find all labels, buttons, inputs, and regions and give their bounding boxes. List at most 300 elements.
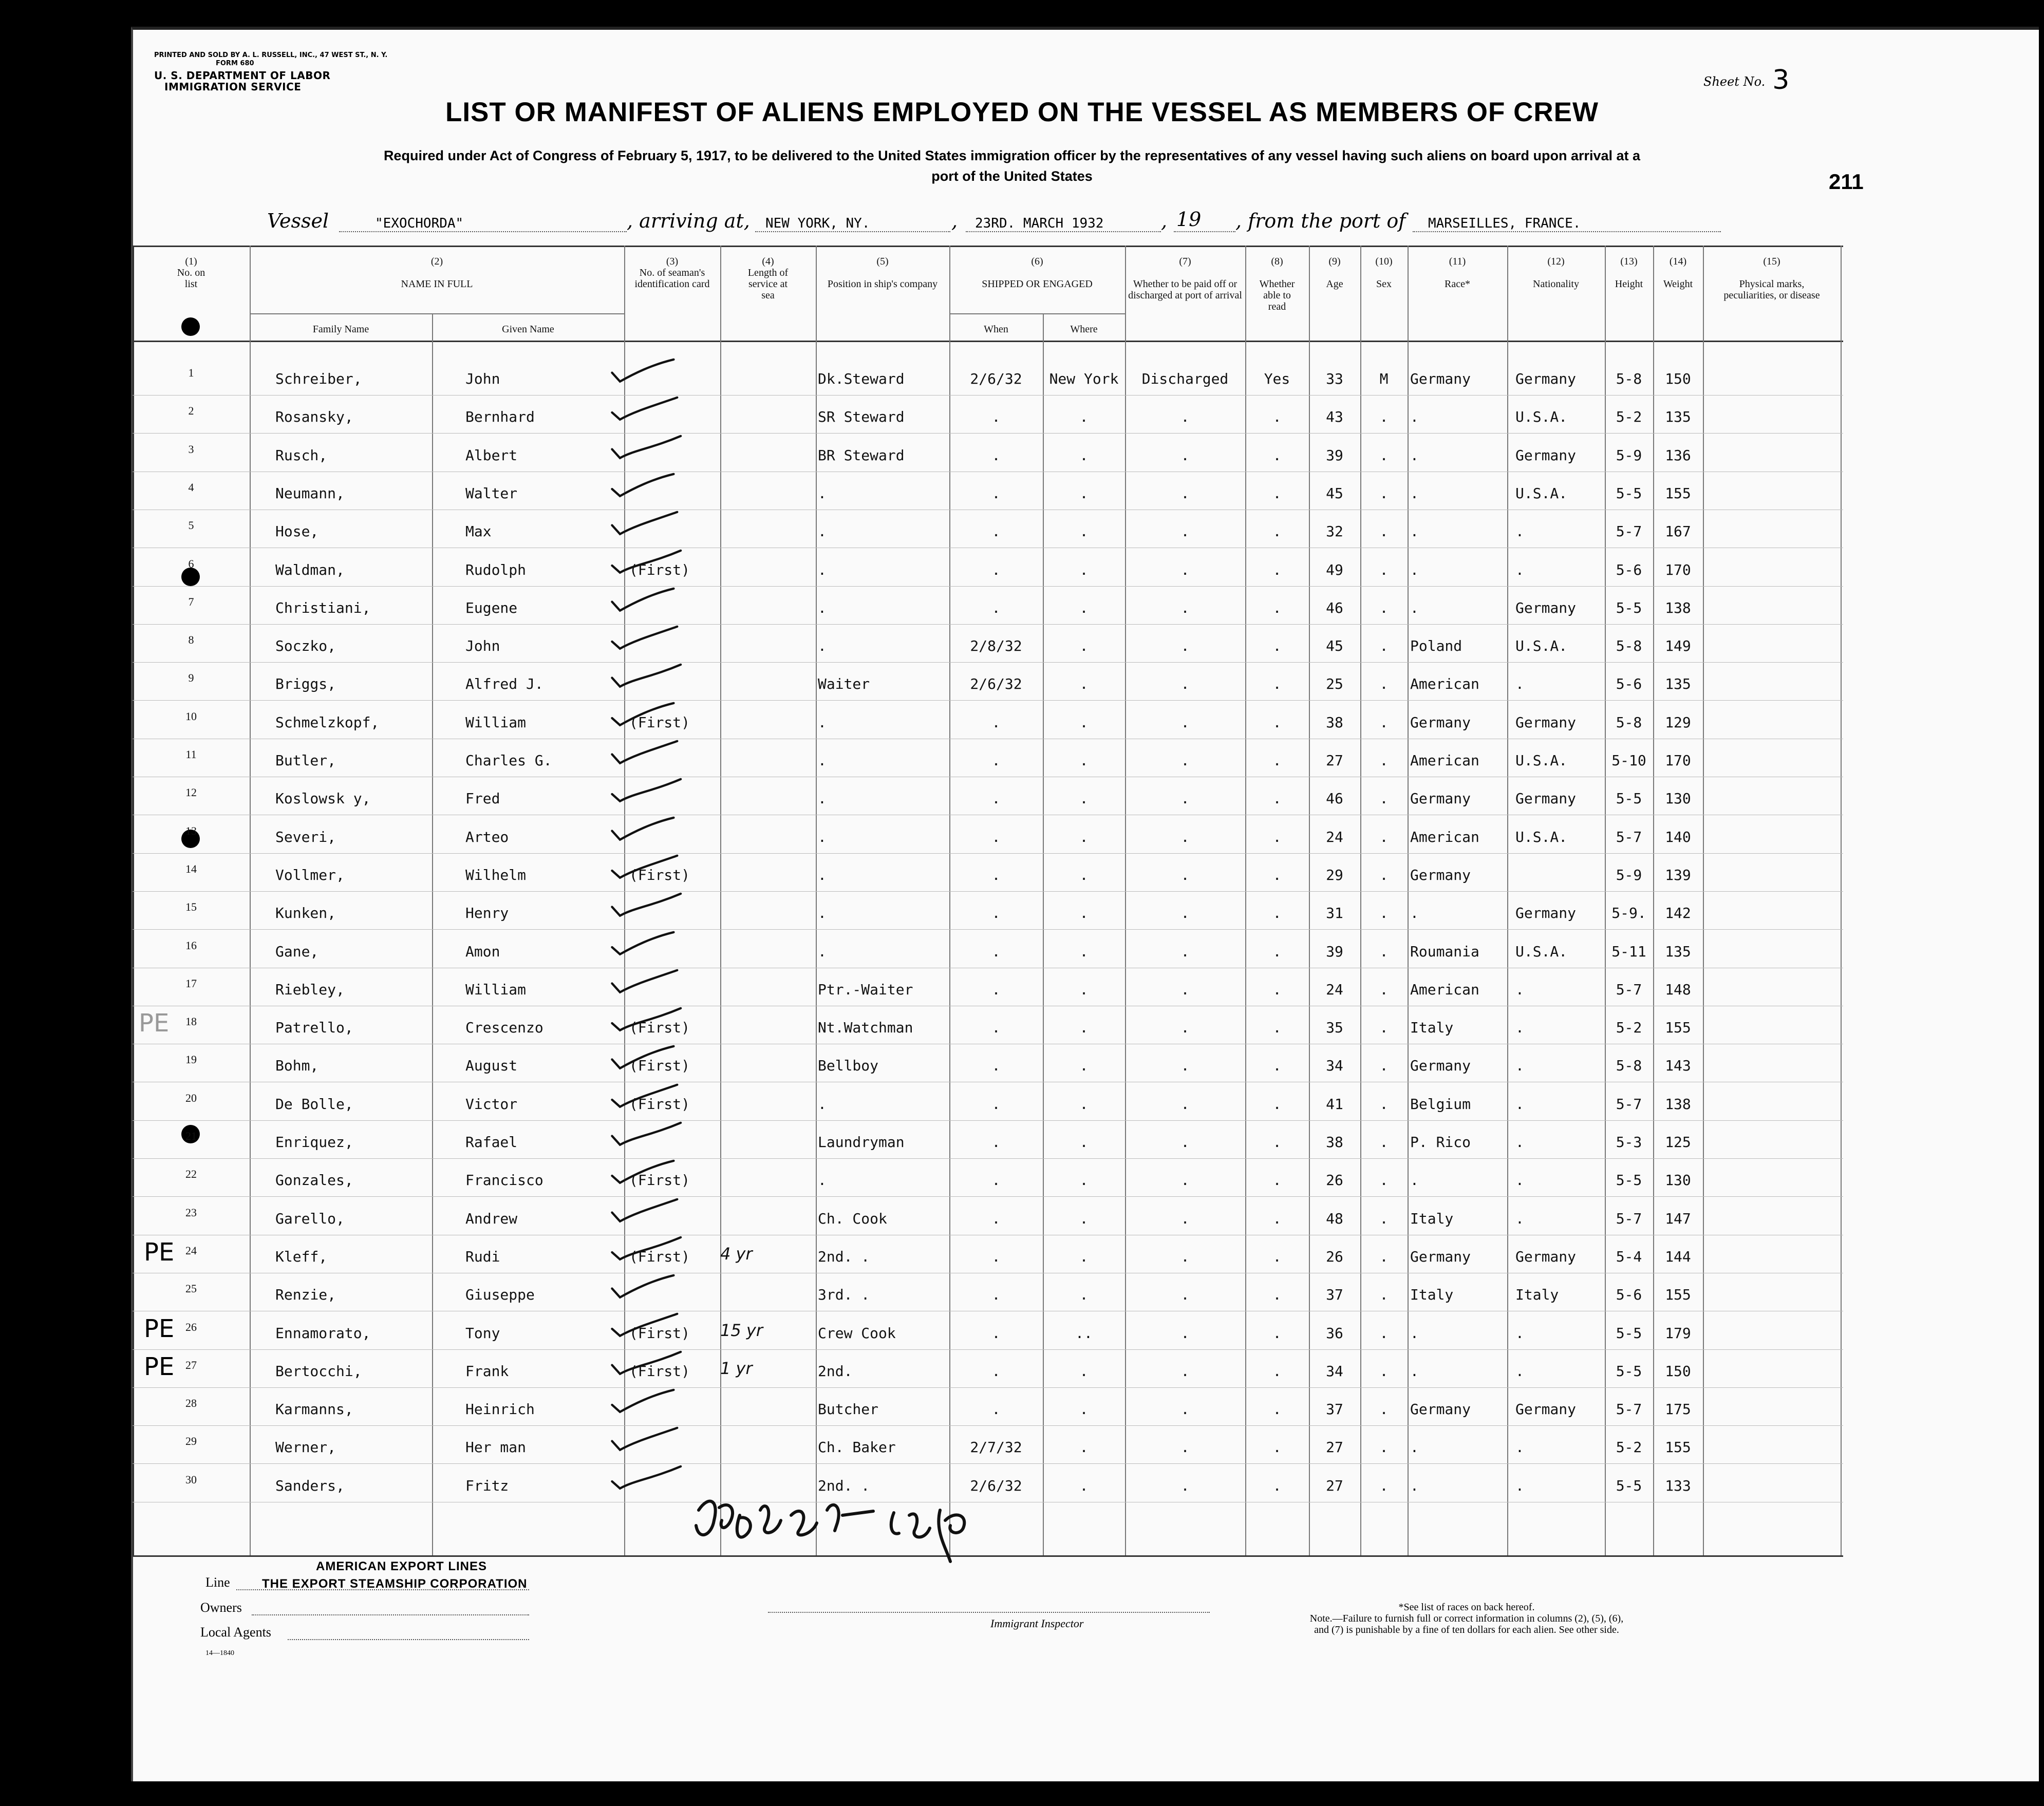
from-label: , from the port of <box>1235 210 1406 232</box>
cell-family: Severi, <box>275 828 336 845</box>
cell-position: . <box>818 905 827 922</box>
cell-height: 5-6 <box>1616 675 1642 693</box>
checkmark-icon <box>606 432 688 463</box>
cell-given: Charles G. <box>465 752 552 769</box>
cell-no: 11 <box>185 748 197 761</box>
page-number: 211 <box>1829 170 1864 194</box>
cell-given: Giuseppe <box>465 1286 535 1304</box>
cell-sex: . <box>1379 1172 1389 1189</box>
cell-when: . <box>991 599 1001 616</box>
cell-no: 29 <box>185 1435 197 1448</box>
cell-sex: . <box>1379 828 1389 845</box>
cell-race: Germany <box>1410 1401 1471 1418</box>
cell-height: 5-5 <box>1616 1362 1642 1380</box>
cell-sex: . <box>1379 675 1389 693</box>
cell-when: . <box>991 905 1001 922</box>
cell-race: Germany <box>1410 866 1471 883</box>
cell-where: . <box>1079 523 1089 540</box>
checkmark-icon <box>606 1081 688 1112</box>
cell-no: 14 <box>185 862 197 875</box>
cell-weight: 135 <box>1665 675 1691 693</box>
cell-given: Walter <box>465 484 518 502</box>
cell-race: Germany <box>1410 1057 1471 1075</box>
cell-no: 2 <box>188 404 194 418</box>
vessel-name: "EXOCHORDA" <box>375 216 464 231</box>
cell-position: Nt.Watchman <box>818 1019 913 1037</box>
cell-weight: 133 <box>1665 1477 1691 1494</box>
cell-nationality: Germany <box>1515 1401 1577 1418</box>
cell-weight: 155 <box>1665 484 1691 502</box>
page-subtitle: Required under Act of Congress of February 5, 1917, to be delivered to the United States immigration officer by the representatives of any vessel having such aliens on board upon arrival at a port of the United States <box>383 148 1641 184</box>
cell-paid: . <box>1180 981 1190 998</box>
cell-nationality: Germany <box>1515 599 1577 616</box>
cell-position: 2nd. . <box>818 1248 870 1265</box>
cell-height: 5-2 <box>1616 1439 1642 1456</box>
cell-given: Amon <box>465 943 500 960</box>
cell-weight: 150 <box>1665 1362 1691 1380</box>
department-heading: U. S. DEPARTMENT OF LABOR IMMIGRATION SERVICE <box>154 69 331 93</box>
cell-sex: . <box>1379 1134 1389 1151</box>
vessel-label: Vessel <box>267 210 329 232</box>
stamp-american-export-lines: AMERICAN EXPORT LINES <box>316 1559 487 1573</box>
col14-header: (14) Weight <box>1663 256 1693 290</box>
col10-header: (10) Sex <box>1375 256 1393 290</box>
cell-service: 15 yr <box>720 1320 763 1340</box>
cell-weight: 147 <box>1665 1210 1691 1227</box>
cell-sex: . <box>1379 1362 1389 1380</box>
cell-nationality: Germany <box>1515 905 1577 922</box>
cell-weight: 135 <box>1665 943 1691 960</box>
margin-note-pe: PE <box>139 1009 170 1038</box>
cell-nationality: U.S.A. <box>1515 484 1568 502</box>
cell-nationality: Germany <box>1515 790 1577 807</box>
cell-family: Briggs, <box>275 675 336 693</box>
col6-where-subheader: Where <box>1070 324 1098 335</box>
cell-when: . <box>991 1286 1001 1304</box>
cell-height: 5-5 <box>1616 1477 1642 1494</box>
cell-nationality: Germany <box>1515 446 1577 464</box>
cell-given: Albert <box>465 446 518 464</box>
cell-age: 27 <box>1326 1439 1343 1456</box>
cell-nationality: . <box>1515 1439 1524 1456</box>
cell-where: . <box>1079 1439 1089 1456</box>
cell-nationality: U.S.A. <box>1515 828 1568 845</box>
cell-paid: . <box>1180 1210 1190 1227</box>
cell-family: Riebley, <box>275 981 345 998</box>
cell-card: (First) <box>629 1324 690 1342</box>
cell-given: Fred <box>465 790 500 807</box>
cell-sex: . <box>1379 1324 1389 1342</box>
cell-given: Henry <box>465 905 509 922</box>
cell-no: 7 <box>188 595 194 608</box>
cell-card: (First) <box>629 561 690 578</box>
cell-sex: . <box>1379 1439 1389 1456</box>
cell-paid: . <box>1180 1324 1190 1342</box>
cell-race: American <box>1410 828 1479 845</box>
cell-no: 12 <box>185 786 197 799</box>
cell-family: Bertocchi, <box>275 1362 362 1380</box>
cell-no: 8 <box>188 633 194 647</box>
cell-family: Werner, <box>275 1439 336 1456</box>
cell-height: 5-6 <box>1616 1286 1642 1304</box>
cell-position: Waiter <box>818 675 870 693</box>
cell-when: . <box>991 408 1001 426</box>
checkmark-icon <box>606 814 688 845</box>
cell-age: 31 <box>1326 905 1343 922</box>
cell-sex: . <box>1379 484 1389 502</box>
cell-nationality: . <box>1515 1324 1524 1342</box>
cell-weight: 175 <box>1665 1401 1691 1418</box>
cell-weight: 142 <box>1665 905 1691 922</box>
margin-note-pe: PE <box>144 1237 175 1267</box>
cell-weight: 129 <box>1665 713 1691 731</box>
cell-position: . <box>818 484 827 502</box>
cell-when: . <box>991 1057 1001 1075</box>
cell-where: . <box>1079 1362 1089 1380</box>
cell-where: . <box>1079 1095 1089 1113</box>
cell-sex: . <box>1379 866 1389 883</box>
cell-no: 16 <box>185 938 197 952</box>
cell-where: . <box>1079 1057 1089 1075</box>
cell-card: (First) <box>629 1095 690 1113</box>
cell-height: 5-5 <box>1616 1172 1642 1189</box>
cell-paid: . <box>1180 1477 1190 1494</box>
cell-where: . <box>1079 1210 1089 1227</box>
col7-header: (7) Whether to be paid off or discharged at port of arrival <box>1128 256 1242 301</box>
cell-no: 18 <box>185 1015 197 1028</box>
cell-position: . <box>818 637 827 655</box>
cell-paid: . <box>1180 1286 1190 1304</box>
cell-race: . <box>1410 446 1419 464</box>
cell-race: . <box>1410 561 1419 578</box>
cell-read: . <box>1272 713 1282 731</box>
checkmark-icon <box>606 1043 688 1074</box>
cell-read: . <box>1272 1095 1282 1113</box>
checkmark-icon <box>606 1234 688 1265</box>
cell-when: 2/6/32 <box>970 370 1022 387</box>
cell-card: (First) <box>629 866 690 883</box>
cell-paid: . <box>1180 561 1190 578</box>
cell-given: Arteo <box>465 828 509 845</box>
checkmark-icon <box>606 1310 688 1341</box>
cell-height: 5-8 <box>1616 637 1642 655</box>
checkmark-icon <box>606 661 688 692</box>
cell-sex: . <box>1379 1019 1389 1037</box>
checkmark-icon <box>606 394 688 425</box>
arrival-date: 23RD. MARCH 1932 <box>975 216 1104 231</box>
cell-sex: . <box>1379 1095 1389 1113</box>
cell-card: (First) <box>629 1172 690 1189</box>
cell-weight: 155 <box>1665 1439 1691 1456</box>
cell-given: Francisco <box>465 1172 543 1189</box>
cell-read: . <box>1272 561 1282 578</box>
cell-where: . <box>1079 484 1089 502</box>
cell-when: . <box>991 1134 1001 1151</box>
cell-when: . <box>991 484 1001 502</box>
cell-height: 5-7 <box>1616 523 1642 540</box>
cell-where: . <box>1079 981 1089 998</box>
cell-where: . <box>1079 1019 1089 1037</box>
cell-position: 2nd. . <box>818 1477 870 1494</box>
cell-no: 25 <box>185 1282 197 1295</box>
checkmark-icon <box>606 776 688 806</box>
cell-card: (First) <box>629 1248 690 1265</box>
cell-read: . <box>1272 1019 1282 1037</box>
checkmark-icon <box>606 509 688 539</box>
cell-nationality: U.S.A. <box>1515 637 1568 655</box>
cell-paid: . <box>1180 637 1190 655</box>
cell-family: Kleff, <box>275 1248 328 1265</box>
cell-when: . <box>991 1210 1001 1227</box>
cell-read: . <box>1272 1401 1282 1418</box>
checkmark-icon <box>606 1005 688 1036</box>
cell-paid: . <box>1180 599 1190 616</box>
cell-no: 15 <box>185 900 197 914</box>
cell-where: . <box>1079 866 1089 883</box>
cell-weight: 167 <box>1665 523 1691 540</box>
cell-sex: M <box>1379 370 1389 387</box>
cell-no: 30 <box>185 1473 197 1486</box>
cell-race: Germany <box>1410 1248 1471 1265</box>
cell-family: Bohm, <box>275 1057 319 1075</box>
cell-card: (First) <box>629 1057 690 1075</box>
cell-height: 5-5 <box>1616 1324 1642 1342</box>
cell-height: 5-2 <box>1616 408 1642 426</box>
col2-given-subheader: Given Name <box>502 324 554 335</box>
cell-family: Enriquez, <box>275 1134 353 1151</box>
cell-service: 1 yr <box>720 1358 753 1378</box>
col11-header: (11) Race* <box>1445 256 1470 290</box>
cell-position: Ch. Cook <box>818 1210 887 1227</box>
cell-paid: . <box>1180 905 1190 922</box>
cell-given: Victor <box>465 1095 518 1113</box>
cell-where: . <box>1079 790 1089 807</box>
inspector-signature <box>688 1479 1038 1572</box>
cell-sex: . <box>1379 1401 1389 1418</box>
cell-paid: . <box>1180 828 1190 845</box>
cell-service: 4 yr <box>720 1244 753 1264</box>
footer-line-label: Line <box>205 1575 230 1590</box>
cell-position: Bellboy <box>818 1057 879 1075</box>
cell-read: . <box>1272 790 1282 807</box>
cell-where: . <box>1079 408 1089 426</box>
cell-position: SR Steward <box>818 408 905 426</box>
cell-no: 19 <box>185 1053 197 1066</box>
cell-no: 6 <box>188 557 194 570</box>
from-port: MARSEILLES, FRANCE. <box>1428 216 1581 231</box>
cell-given: Alfred J. <box>465 675 543 693</box>
cell-read: . <box>1272 1286 1282 1304</box>
sheet-number: Sheet No. 3 <box>1703 65 1790 96</box>
cell-height: 5-6 <box>1616 561 1642 578</box>
cell-paid: . <box>1180 943 1190 960</box>
cell-family: Garello, <box>275 1210 345 1227</box>
cell-when: . <box>991 1401 1001 1418</box>
cell-where: .. <box>1075 1324 1093 1342</box>
cell-when: . <box>991 752 1001 769</box>
cell-family: De Bolle, <box>275 1095 353 1113</box>
cell-height: 5-4 <box>1616 1248 1642 1265</box>
table-row-rule <box>133 662 1843 663</box>
checkmark-icon <box>606 967 688 998</box>
table-row-rule <box>133 891 1843 892</box>
footer-owners-label: Owners <box>200 1600 242 1615</box>
cell-family: Christiani, <box>275 599 371 616</box>
checkmark-icon <box>606 356 688 387</box>
stamp-export-steamship-corp: THE EXPORT STEAMSHIP CORPORATION <box>262 1577 528 1591</box>
cell-read: . <box>1272 905 1282 922</box>
cell-when: . <box>991 790 1001 807</box>
checkmark-icon <box>606 1157 688 1188</box>
cell-given: Wilhelm <box>465 866 527 883</box>
cell-age: 34 <box>1326 1057 1343 1075</box>
cell-age: 45 <box>1326 484 1343 502</box>
cell-given: Max <box>465 523 492 540</box>
cell-height: 5-10 <box>1611 752 1646 769</box>
cell-nationality: . <box>1515 523 1524 540</box>
cell-sex: . <box>1379 599 1389 616</box>
table-row-rule <box>133 1196 1843 1197</box>
cell-race: Germany <box>1410 713 1471 731</box>
cell-position: Crew Cook <box>818 1324 896 1342</box>
cell-age: 33 <box>1326 370 1343 387</box>
cell-given: Fritz <box>465 1477 509 1494</box>
cell-read: . <box>1272 981 1282 998</box>
cell-paid: . <box>1180 1057 1190 1075</box>
cell-age: 32 <box>1326 523 1343 540</box>
cell-read: . <box>1272 1172 1282 1189</box>
cell-read: . <box>1272 943 1282 960</box>
cell-when: 2/8/32 <box>970 637 1022 655</box>
cell-given: Her man <box>465 1439 527 1456</box>
cell-no: 26 <box>185 1320 197 1333</box>
cell-weight: 170 <box>1665 561 1691 578</box>
cell-height: 5-11 <box>1611 943 1646 960</box>
cell-nationality: . <box>1515 1210 1524 1227</box>
cell-given: Rudi <box>465 1248 500 1265</box>
cell-no: 20 <box>185 1091 197 1104</box>
cell-age: 48 <box>1326 1210 1343 1227</box>
checkmark-icon <box>606 585 688 616</box>
cell-sex: . <box>1379 790 1389 807</box>
cell-nationality: . <box>1515 561 1524 578</box>
cell-position: . <box>818 866 827 883</box>
cell-where: . <box>1079 1401 1089 1418</box>
cell-position: Butcher <box>818 1401 879 1418</box>
checkmark-icon <box>606 929 688 960</box>
cell-race: . <box>1410 905 1419 922</box>
cell-age: 45 <box>1326 637 1343 655</box>
cell-when: 2/7/32 <box>970 1439 1022 1456</box>
inspector-label: Immigrant Inspector <box>990 1617 1084 1630</box>
form-code: 14—1840 <box>205 1649 234 1657</box>
cell-age: 37 <box>1326 1286 1343 1304</box>
cell-family: Gonzales, <box>275 1172 353 1189</box>
cell-weight: 139 <box>1665 866 1691 883</box>
cell-given: Rafael <box>465 1134 518 1151</box>
cell-no: 3 <box>188 442 194 456</box>
cell-no: 28 <box>185 1397 197 1410</box>
cell-weight: 130 <box>1665 1172 1691 1189</box>
cell-read: . <box>1272 1057 1282 1075</box>
cell-no: 10 <box>185 709 197 723</box>
cell-when: . <box>991 1095 1001 1113</box>
cell-read: . <box>1272 1439 1282 1456</box>
cell-where: . <box>1079 905 1089 922</box>
cell-sex: . <box>1379 1477 1389 1494</box>
cell-race: . <box>1410 1324 1419 1342</box>
cell-weight: 138 <box>1665 1095 1691 1113</box>
cell-given: Tony <box>465 1324 500 1342</box>
cell-read: . <box>1272 866 1282 883</box>
cell-race: American <box>1410 752 1479 769</box>
cell-sex: . <box>1379 1286 1389 1304</box>
cell-height: 5-5 <box>1616 484 1642 502</box>
col6-when-subheader: When <box>984 324 1008 335</box>
cell-no: 21 <box>185 1130 197 1142</box>
cell-where: . <box>1079 752 1089 769</box>
table-row-rule <box>133 1387 1843 1388</box>
cell-paid: . <box>1180 523 1190 540</box>
cell-sex: . <box>1379 1057 1389 1075</box>
cell-age: 27 <box>1326 752 1343 769</box>
cell-weight: 125 <box>1665 1134 1691 1151</box>
col9-header: (9) Age <box>1326 256 1343 290</box>
cell-weight: 150 <box>1665 370 1691 387</box>
cell-nationality: . <box>1515 1019 1524 1037</box>
cell-given: William <box>465 981 527 998</box>
cell-no: 24 <box>185 1244 197 1257</box>
cell-where: . <box>1079 943 1089 960</box>
footnote: *See list of races on back hereof. Note.—Failure to furnish full or correct information in columns (2), (5), (6), and (7) is punishable by a fine of ten dollars for each alien. See other side. <box>1309 1602 1624 1635</box>
cell-age: 26 <box>1326 1172 1343 1189</box>
arriving-label: , arriving at, <box>627 210 750 232</box>
checkmark-icon <box>606 852 688 883</box>
cell-where: . <box>1079 1477 1089 1494</box>
table-row-rule <box>133 1349 1843 1350</box>
cell-sex: . <box>1379 408 1389 426</box>
cell-paid: Discharged <box>1141 370 1229 387</box>
cell-age: 41 <box>1326 1095 1343 1113</box>
cell-when: . <box>991 1248 1001 1265</box>
cell-sex: . <box>1379 713 1389 731</box>
cell-nationality: . <box>1515 1477 1524 1494</box>
cell-weight: 179 <box>1665 1324 1691 1342</box>
cell-sex: . <box>1379 446 1389 464</box>
cell-given: August <box>465 1057 518 1075</box>
cell-weight: 136 <box>1665 446 1691 464</box>
cell-weight: 130 <box>1665 790 1691 807</box>
cell-when: . <box>991 1172 1001 1189</box>
cell-nationality: Italy <box>1515 1286 1559 1304</box>
cell-race: American <box>1410 675 1479 693</box>
cell-family: Schreiber, <box>275 370 362 387</box>
cell-sex: . <box>1379 752 1389 769</box>
printer-line: PRINTED AND SOLD BY A. L. RUSSELL, INC., 47 WEST ST., N. Y. FORM 680 <box>154 51 388 67</box>
col2-family-subheader: Family Name <box>312 324 369 335</box>
cell-race: Italy <box>1410 1019 1454 1037</box>
cell-weight: 149 <box>1665 637 1691 655</box>
cell-race: . <box>1410 408 1419 426</box>
cell-nationality: . <box>1515 1095 1524 1113</box>
cell-position: Dk.Steward <box>818 370 905 387</box>
cell-race: . <box>1410 1439 1419 1456</box>
footer-agents-label: Local Agents <box>200 1625 271 1640</box>
table-row-rule <box>133 1463 1843 1464</box>
cell-age: 46 <box>1326 599 1343 616</box>
cell-when: . <box>991 1362 1001 1380</box>
cell-family: Patrello, <box>275 1019 353 1037</box>
